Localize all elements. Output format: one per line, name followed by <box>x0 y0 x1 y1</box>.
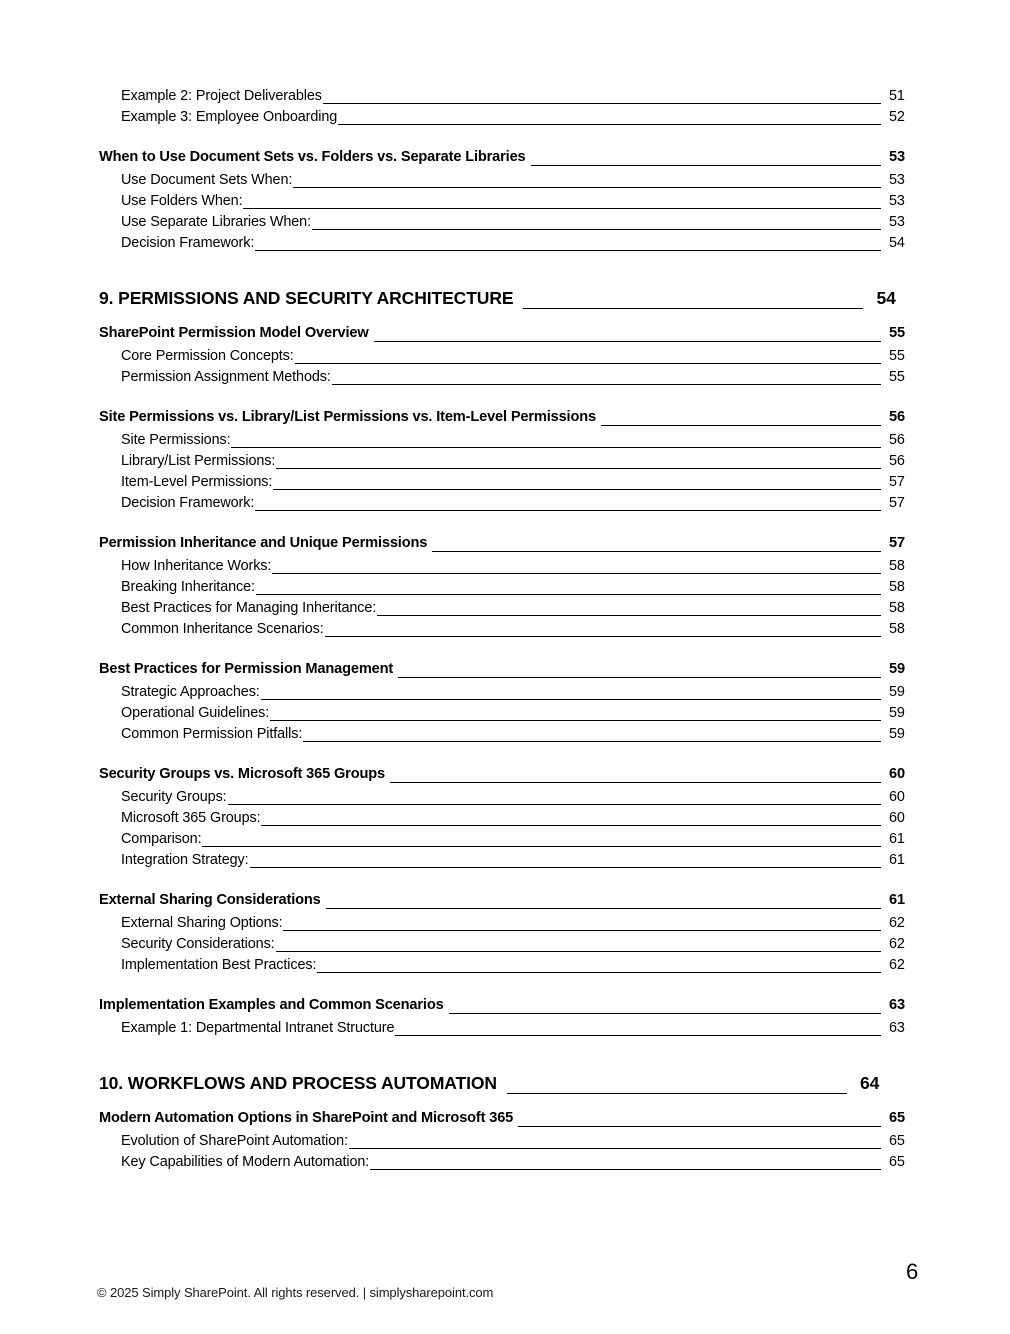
toc-entry-page-number: 56 <box>889 432 905 448</box>
toc-entry-sub[interactable] <box>99 1152 925 1173</box>
toc-entry-page-number: 62 <box>889 915 905 931</box>
toc-entry-section[interactable] <box>99 1108 925 1130</box>
toc-entry-page-number: 63 <box>889 1020 905 1036</box>
toc-entry-sub[interactable] <box>99 703 925 724</box>
toc-entry-sub[interactable] <box>99 430 925 451</box>
toc-entry-page-number: 60 <box>889 766 905 782</box>
toc-leader-line <box>231 447 881 448</box>
toc-entry-label: Core Permission Concepts: <box>121 348 294 364</box>
toc-entry-page-number: 58 <box>889 558 905 574</box>
toc-entry-sub[interactable] <box>99 1131 925 1152</box>
toc-entry-label: 10. WORKFLOWS AND PROCESS AUTOMATION <box>99 1073 497 1093</box>
toc-entry-sub[interactable] <box>99 556 925 577</box>
toc-entry-sub[interactable] <box>99 493 925 514</box>
toc-leader-line <box>377 615 881 616</box>
toc-entry-label: External Sharing Considerations <box>99 892 321 908</box>
toc-entry-section[interactable] <box>99 764 925 786</box>
toc-entry-page-number: 61 <box>889 852 905 868</box>
toc-entry-page-number: 53 <box>889 172 905 188</box>
toc-entry-label: Implementation Examples and Common Scenarios <box>99 997 444 1013</box>
toc-entry-sub[interactable] <box>99 1018 925 1039</box>
toc-entry-label: Example 3: Employee Onboarding <box>121 109 338 125</box>
toc-entry-label: Library/List Permissions: <box>121 453 276 469</box>
toc-leader-line <box>323 103 881 104</box>
toc-entry-label: Example 1: Departmental Intranet Structure <box>121 1020 395 1036</box>
toc-entry-page-number: 53 <box>889 149 905 165</box>
toc-leader-line <box>398 677 881 678</box>
toc-entry-label: Common Permission Pitfalls: <box>121 726 303 742</box>
toc-entry-page-number: 59 <box>889 661 905 677</box>
toc-leader-line <box>273 489 881 490</box>
toc-leader-line <box>370 1169 881 1170</box>
toc-entry-section[interactable] <box>99 533 925 555</box>
toc-entry-page-number: 58 <box>889 579 905 595</box>
toc-entry-label: Best Practices for Permission Management <box>99 661 394 677</box>
toc-entry-sub[interactable] <box>99 346 925 367</box>
toc-entry-label: SharePoint Permission Model Overview <box>99 325 369 341</box>
toc-leader-line <box>312 229 881 230</box>
toc-entry-label: 9. PERMISSIONS AND SECURITY ARCHITECTURE <box>99 288 514 308</box>
toc-entry-label: Permission Assignment Methods: <box>121 369 331 385</box>
toc-entry-label: Item-Level Permissions: <box>121 474 273 490</box>
toc-entry-label: Operational Guidelines: <box>121 705 270 721</box>
toc-entry-label: Security Groups vs. Microsoft 365 Groups <box>99 766 385 782</box>
toc-entry-page-number: 59 <box>889 726 905 742</box>
toc-entry-label: Site Permissions vs. Library/List Permissions vs. Item-Level Permissions <box>99 409 596 425</box>
toc-entry-page-number: 60 <box>889 810 905 826</box>
toc-entry-sub[interactable] <box>99 598 925 619</box>
toc-entry-chapter[interactable] <box>99 286 925 314</box>
toc-leader-line <box>317 972 881 973</box>
toc-leader-line <box>601 425 881 426</box>
toc-entry-label: Decision Framework: <box>121 235 255 251</box>
toc-entry-sub[interactable] <box>99 451 925 472</box>
toc-leader-line <box>276 468 881 469</box>
toc-entry-label: Use Folders When: <box>121 193 243 209</box>
toc-entry-label: Example 2: Project Deliverables <box>121 88 322 104</box>
toc-leader-line <box>261 699 881 700</box>
toc-entry-page-number: 58 <box>889 600 905 616</box>
toc-entry-page-number: 62 <box>889 957 905 973</box>
toc-entry-label: Strategic Approaches: <box>121 684 260 700</box>
toc-leader-line <box>349 1148 881 1149</box>
toc-entry-sub[interactable] <box>99 787 925 808</box>
toc-entry-sub[interactable] <box>99 682 925 703</box>
toc-leader-line <box>432 551 881 552</box>
toc-entry-label: Modern Automation Options in SharePoint and Microsoft 365 <box>99 1110 514 1126</box>
toc-entry-section[interactable] <box>99 407 925 429</box>
toc-leader-line <box>295 363 881 364</box>
toc-entry-sub[interactable] <box>99 829 925 850</box>
toc-entry-sub[interactable] <box>99 850 925 871</box>
toc-entry-sub[interactable] <box>99 955 925 976</box>
toc-entry-page-number: 64 <box>859 1073 880 1093</box>
toc-leader-line <box>272 573 881 574</box>
toc-leader-line <box>531 165 881 166</box>
toc-entry-page-number: 61 <box>889 831 905 847</box>
toc-entry-label: How Inheritance Works: <box>121 558 272 574</box>
toc-entry-page-number: 52 <box>889 109 905 125</box>
toc-leader-line <box>202 846 881 847</box>
toc-entry-sub[interactable] <box>99 724 925 745</box>
toc-entry-page-number: 56 <box>889 453 905 469</box>
toc-entry-label: Breaking Inheritance: <box>121 579 255 595</box>
toc-entry-page-number: 61 <box>889 892 905 908</box>
toc-entry-label: Security Groups: <box>121 789 227 805</box>
toc-leader-line <box>228 804 881 805</box>
toc-entry-page-number: 63 <box>889 997 905 1013</box>
toc-leader-line <box>293 187 881 188</box>
toc-entry-section[interactable] <box>99 890 925 912</box>
page-number: 6 <box>906 1259 919 1284</box>
toc-entry-label: Permission Inheritance and Unique Permissions <box>99 535 428 551</box>
toc-entry-label: Site Permissions: <box>121 432 231 448</box>
toc-entry-sub[interactable] <box>99 191 925 212</box>
toc-entry-label: External Sharing Options: <box>121 915 283 931</box>
toc-entry-page-number: 59 <box>889 684 905 700</box>
toc-entry-page-number: 65 <box>889 1133 905 1149</box>
toc-leader-line <box>326 908 881 909</box>
toc-leader-line <box>523 308 863 309</box>
toc-entry-sub[interactable] <box>99 934 925 955</box>
toc-entry-page-number: 57 <box>889 495 905 511</box>
toc-leader-line <box>390 782 881 783</box>
toc-entry-sub[interactable] <box>99 170 925 191</box>
toc-entry-label: Best Practices for Managing Inheritance: <box>121 600 377 616</box>
toc-entry-sub[interactable] <box>99 212 925 233</box>
toc-entry-page-number: 54 <box>889 235 905 251</box>
toc-leader-line <box>518 1126 881 1127</box>
toc-entry-sub[interactable] <box>99 86 925 107</box>
toc-entry-page-number: 53 <box>889 193 905 209</box>
toc-entry-page-number: 54 <box>876 288 896 308</box>
toc-leader-line <box>507 1093 847 1094</box>
toc-leader-line <box>276 951 881 952</box>
toc-leader-line <box>261 825 881 826</box>
toc-entry-label: Comparison: <box>121 831 202 847</box>
toc-leader-line <box>250 867 882 868</box>
toc-leader-line <box>283 930 881 931</box>
toc-entry-page-number: 60 <box>889 789 905 805</box>
toc-entry-label: Microsoft 365 Groups: <box>121 810 261 826</box>
toc-leader-line <box>325 636 881 637</box>
toc-entry-label: Key Capabilities of Modern Automation: <box>121 1154 370 1170</box>
toc-leader-line <box>243 208 881 209</box>
toc-leader-line <box>449 1013 881 1014</box>
toc-entry-label: Security Considerations: <box>121 936 275 952</box>
toc-leader-line <box>303 741 881 742</box>
toc-entry-sub[interactable] <box>99 577 925 598</box>
toc-entry-sub[interactable] <box>99 107 925 128</box>
toc-entry-page-number: 51 <box>889 88 905 104</box>
toc-leader-line <box>270 720 881 721</box>
toc-entry-section[interactable] <box>99 659 925 681</box>
toc-entry-sub[interactable] <box>99 808 925 829</box>
toc-leader-line <box>338 124 881 125</box>
toc-entry-section[interactable] <box>99 995 925 1017</box>
toc-entry-page-number: 53 <box>889 214 905 230</box>
toc-entry-label: Implementation Best Practices: <box>121 957 317 973</box>
toc-entry-sub[interactable] <box>99 913 925 934</box>
toc-entry-page-number: 59 <box>889 705 905 721</box>
toc-entry-page-number: 57 <box>889 474 905 490</box>
footer-copyright: © 2025 Simply SharePoint. All rights reserved. | simplysharepoint.com <box>97 1285 494 1300</box>
toc-entry-sub[interactable] <box>99 233 925 254</box>
toc-entry-page-number: 65 <box>889 1154 905 1170</box>
toc-entry-label: Use Document Sets When: <box>121 172 293 188</box>
toc-entry-label: Use Separate Libraries When: <box>121 214 311 230</box>
toc-leader-line <box>256 594 881 595</box>
toc-entry-page-number: 55 <box>889 348 905 364</box>
toc-entry-page-number: 58 <box>889 621 905 637</box>
toc-entry-label: Common Inheritance Scenarios: <box>121 621 324 637</box>
toc-entry-page-number: 65 <box>889 1110 905 1126</box>
toc-entry-sub[interactable] <box>99 472 925 493</box>
toc-leader-line <box>395 1035 881 1036</box>
toc-entry-section[interactable] <box>99 147 925 169</box>
toc-entry-page-number: 56 <box>889 409 905 425</box>
toc-entry-label: When to Use Document Sets vs. Folders vs. Separate Libraries <box>99 149 526 165</box>
toc-entry-page-number: 55 <box>889 325 905 341</box>
toc-entry-page-number: 55 <box>889 369 905 385</box>
toc-entry-page-number: 57 <box>889 535 905 551</box>
toc-entry-page-number: 62 <box>889 936 905 952</box>
toc-entry-chapter[interactable] <box>99 1071 925 1099</box>
toc-leader-line <box>255 250 881 251</box>
toc-leader-line <box>255 510 881 511</box>
toc-entry-label: Decision Framework: <box>121 495 255 511</box>
toc-entry-label: Evolution of SharePoint Automation: <box>121 1133 348 1149</box>
toc-entry-section[interactable] <box>99 323 925 345</box>
toc-entry-list <box>99 86 925 1173</box>
toc-entry-label: Integration Strategy: <box>121 852 249 868</box>
toc-leader-line <box>374 341 881 342</box>
toc-entry-sub[interactable] <box>99 367 925 388</box>
toc-entry-sub[interactable] <box>99 619 925 640</box>
toc-leader-line <box>332 384 881 385</box>
